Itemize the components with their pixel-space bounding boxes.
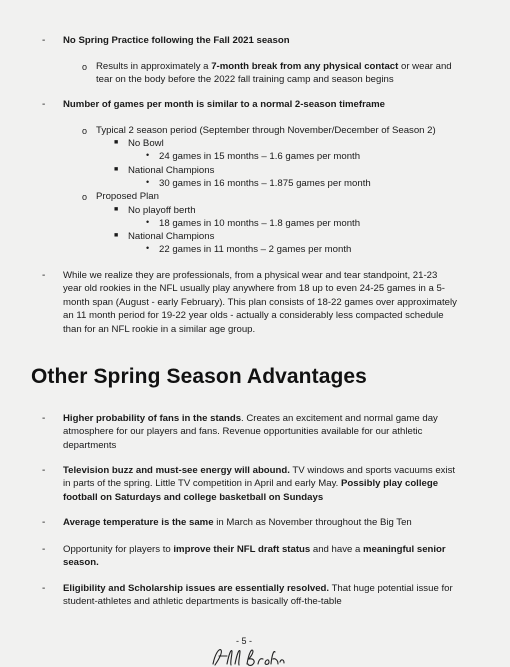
signature	[205, 644, 285, 667]
no-playoff-stat: 18 games in 10 months – 1.8 games per month	[159, 218, 361, 229]
dot-bullet-marker: •	[146, 150, 150, 160]
sub-bullet-marker: o	[82, 126, 88, 136]
bullet-dash: -	[42, 517, 46, 528]
bullet-title-no-spring-practice: No Spring Practice following the Fall 2021 season	[63, 35, 290, 46]
sub-bullet-marker: o	[82, 192, 88, 202]
typical-period-label: Typical 2 season period (September through November/December of Season 2)	[96, 125, 436, 136]
section-heading: Other Spring Season Advantages	[31, 365, 367, 388]
no-bowl-stat: 24 games in 15 months – 1.6 games per month	[159, 151, 361, 162]
advantage-fans: Higher probability of fans in the stands. Creates an excitement and normal game day atmosphere for our players and fans. Revenue opportunities available for our athletic departments	[63, 413, 438, 451]
dot-bullet-marker: •	[146, 217, 150, 227]
bullet-dash: -	[42, 413, 46, 424]
square-bullet-marker: ■	[114, 139, 119, 146]
sub-bullet-results: Results in approximately a 7-month break from any physical contact or wear and tear on the body before the 2022 fall training camp and season begins	[96, 61, 452, 86]
national-champions-stat: 30 games in 16 months – 1.875 games per month	[159, 178, 371, 189]
bullet-dash: -	[42, 99, 46, 110]
national-champions-label-2: National Champions	[128, 231, 215, 242]
national-champions-stat-2: 22 games in 11 months – 2 games per month	[159, 244, 352, 255]
bullet-dash: -	[42, 583, 46, 594]
nfl-rookie-comparison-paragraph: While we realize they are professionals, from a physical wear and tear standpoint, 21-23 year old rookies in the NFL usually play anywhere from 18 up to even 24-25 games in a 5-month span (August - early February). This plan consists of 18-22 games over approximately an 11 month period for 19-22 year olds - actually a considerably less compacted schedule than for an NFL rookie in a similar age group.	[63, 270, 457, 335]
no-bowl-label: No Bowl	[128, 138, 164, 149]
advantage-temperature: Average temperature is the same in March as November throughout the Big Ten	[63, 517, 412, 528]
proposed-plan-label: Proposed Plan	[96, 191, 159, 202]
no-playoff-label: No playoff berth	[128, 205, 196, 216]
national-champions-label: National Champions	[128, 165, 215, 176]
square-bullet-marker: ■	[114, 206, 119, 213]
bullet-title-games-per-month: Number of games per month is similar to a normal 2-season timeframe	[63, 99, 386, 110]
square-bullet-marker: ■	[114, 232, 119, 239]
advantage-eligibility: Eligibility and Scholarship issues are essentially resolved. That huge potential issue for student-athletes and athletic departments is basically off-the-table	[63, 583, 453, 608]
bullet-dash: -	[42, 465, 46, 476]
dot-bullet-marker: •	[146, 177, 150, 187]
bullet-dash: -	[42, 35, 46, 46]
square-bullet-marker: ■	[114, 166, 119, 173]
bullet-dash: -	[42, 270, 46, 281]
sub-bullet-marker: o	[82, 62, 88, 72]
page-number: - 5 -	[236, 636, 253, 646]
bullet-dash: -	[42, 544, 46, 555]
advantage-television: Television buzz and must-see energy will abound. TV windows and sports vacuums exist in parts of the spring. Little TV competition in April and early May. Possibly play college football on Saturdays and college basketball on Sundays	[63, 465, 456, 503]
dot-bullet-marker: •	[146, 243, 150, 253]
advantage-draft-status: Opportunity for players to improve their NFL draft status and have a meaningful senior season.	[63, 544, 446, 569]
